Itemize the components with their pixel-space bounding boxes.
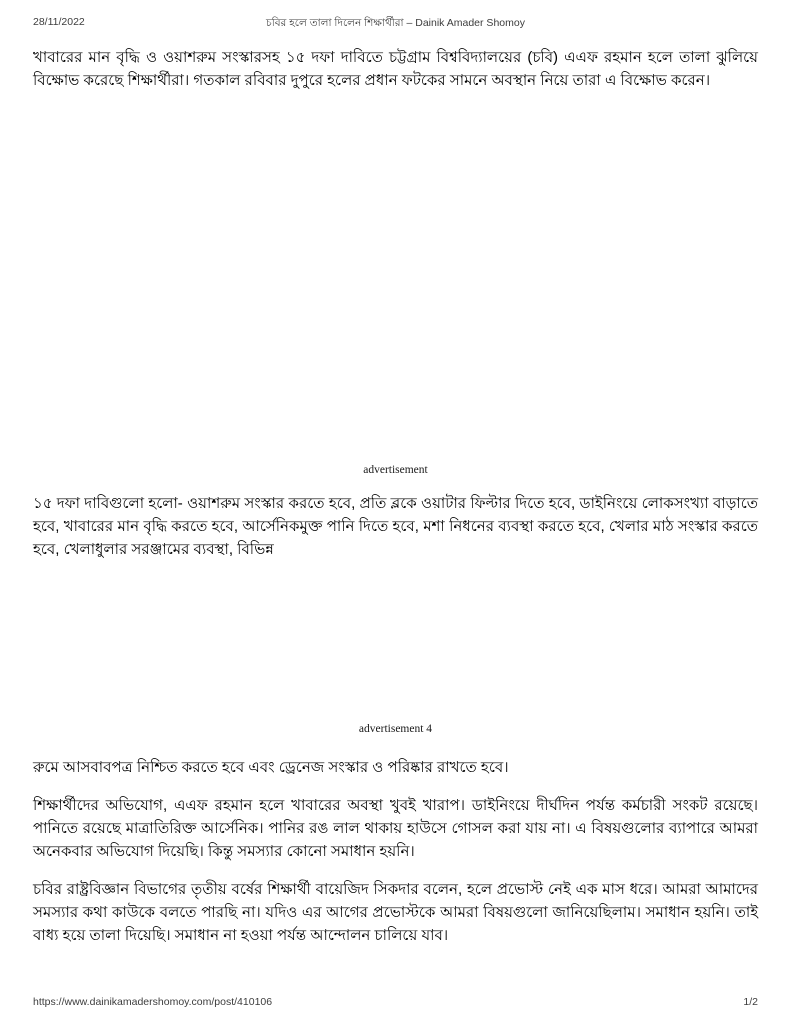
document-title: চবির হলে তালা দিলেন শিক্ষার্থীরা – Dainik Amader Shomoy [266,17,525,29]
blank-image-area-1 [33,92,758,464]
print-header [33,16,758,30]
blank-image-area-2 [33,561,758,723]
advertisement-label-2: advertisement 4 [358,723,433,735]
article-content [33,46,758,947]
article-paragraph-3: রুমে আসবাবপত্র নিশ্চিত করতে হবে এবং ড্রেনেজ সংস্কার ও পরিষ্কার রাখতে হবে। [33,759,509,776]
article-paragraph-4: শিক্ষার্থীদের অভিযোগ, এএফ রহমান হলে খাবারের অবস্থা খুবই খারাপ। ডাইনিংয়ে দীর্ঘদিন পর্যন্ত কর্মচারী সংকট রয়েছে। পানিতে রয়েছে মাত্রাতিরিক্ত আর্সেনিক। পানির রঙ লাল থাকায় হাউসে গোসল করা যায় না। এ বিষয়গুলোর ব্যাপারে আমরা অনেকবার অভিযোগ দিয়েছি। কিন্তু সমস্যার কোনো সমাধান হয়নি। [33,797,758,860]
article-paragraph-1: খাবারের মান বৃদ্ধি ও ওয়াশরুম সংস্কারসহ ১৫ দফা দাবিতে চট্টগ্রাম বিশ্ববিদ্যালয়ের (চবি) এএফ রহমান হলে তালা ঝুলিয়ে বিক্ষোভ করেছে শিক্ষার্থীরা। গতকাল রবিবার দুপুরে হলের প্রধান ফটকের সামনে অবস্থান নিয়ে তারা এ বিক্ষোভ করেন। [33,49,758,89]
footer-url: https://www.dainikamadershomoy.com/post/410106 [33,996,273,1008]
print-date: 28/11/2022 [33,16,85,28]
article-paragraph-5: চবির রাষ্ট্রবিজ্ঞান বিভাগের তৃতীয় বর্ষের শিক্ষার্থী বায়েজিদ সিকদার বলেন, হলে প্রভোস্ট নেই এক মাস ধরে। আমরা আমাদের সমস্যার কথা কাউকে বলতে পারছি না। যদিও এর আগের প্রভোস্টকে আমরা বিষয়গুলো জানিয়েছিলাম। সমাধান হয়নি। তাই বাধ্য হয়ে তালা দিয়েছি। সমাধান না হওয়া পর্যন্ত আন্দোলন চালিয়ে যাব। [33,881,758,944]
advertisement-label-1: advertisement [363,464,428,476]
print-footer [33,996,758,1010]
article-paragraph-2: ১৫ দফা দাবিগুলো হলো- ওয়াশরুম সংস্কার করতে হবে, প্রতি ব্লকে ওয়াটার ফিল্টার দিতে হবে, ডাইনিংয়ে লোকসংখ্যা বাড়াতে হবে, খাবারের মান বৃদ্ধি করতে হবে, আর্সেনিকমুক্ত পানি দিতে হবে, মশা নিধনের ব্যবস্থা করতে হবে, খেলার মাঠ সংস্কার করতে হবে, খেলাধুলার সরঞ্জামের ব্যবস্থা, বিভিন্ন [33,495,758,558]
footer-page-number: 1/2 [743,996,758,1008]
